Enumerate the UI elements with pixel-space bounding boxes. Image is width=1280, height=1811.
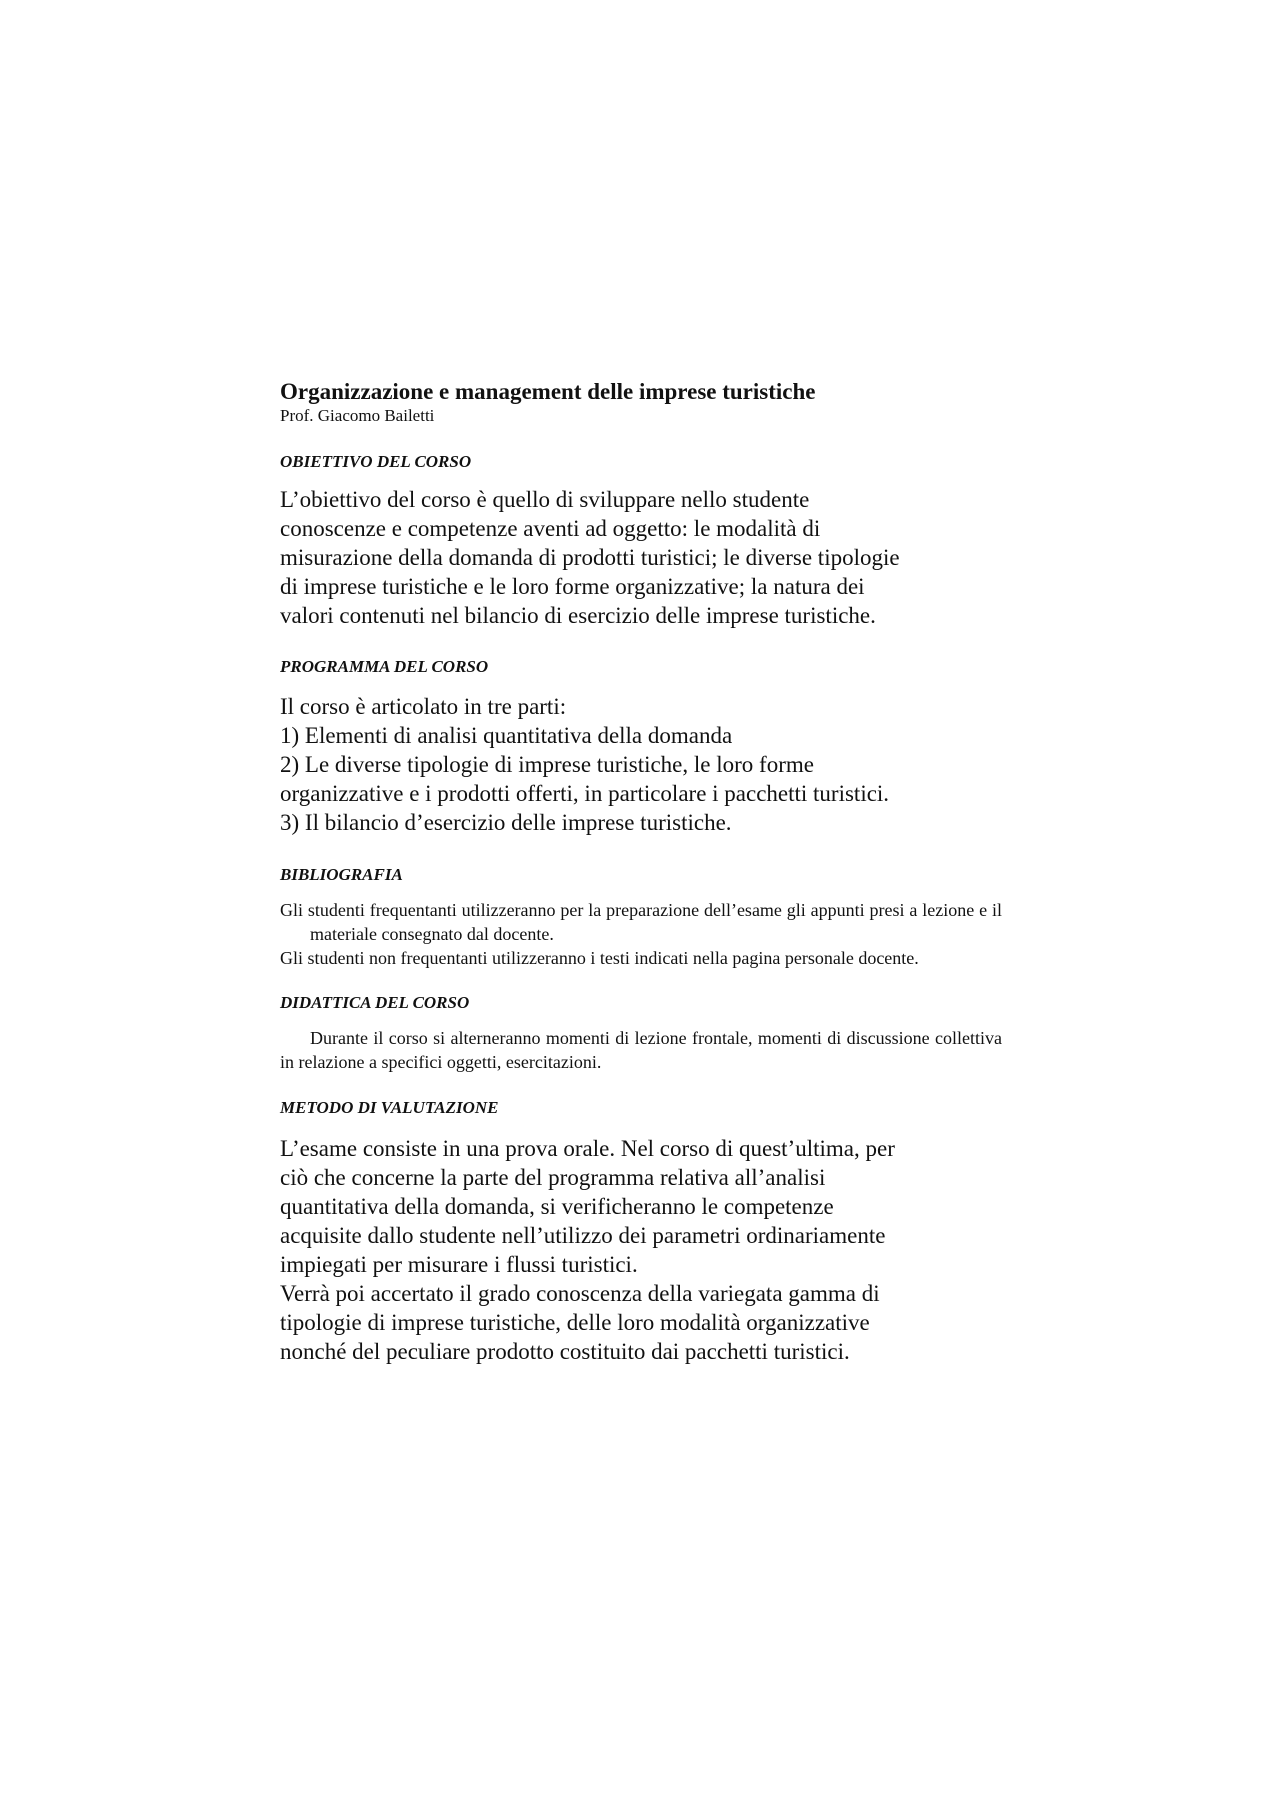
programma-line: organizzative e i prodotti offerti, in particolare i pacchetti turistici. [280,781,890,806]
programma-line: Il corso è articolato in tre parti: [280,694,567,719]
obiettivo-line: conoscenze e competenze aventi ad oggetto: le modalità di [280,516,821,541]
document-title: Organizzazione e management delle imprese turistiche [280,379,816,404]
programma-line: 1) Elementi di analisi quantitativa della domanda [280,723,733,748]
obiettivo-line: valori contenuti nel bilancio di esercizio delle imprese turistiche. [280,603,876,628]
metodo-line: Verrà poi accertato il grado conoscenza della variegata gamma di [280,1281,880,1306]
obiettivo-text [280,485,1002,630]
section-heading-obiettivo: OBIETTIVO DEL CORSO [280,452,472,471]
bibliografia-text [280,898,1002,970]
didattica-paragraph: Durante il corso si alterneranno momenti di lezione frontale, momenti di discussione collettiva in relazione a specifici oggetti, esercitazioni. [280,1028,1002,1072]
metodo-line: ciò che concerne la parte del programma relativa all’analisi [280,1165,826,1190]
metodo-line: acquisite dallo studente nell’utilizzo dei parametri ordinariamente [280,1223,886,1248]
obiettivo-line: misurazione della domanda di prodotti turistici; le diverse tipologie [280,545,900,570]
metodo-text [280,1134,1002,1366]
section-heading-didattica: DIDATTICA DEL CORSO [280,993,470,1012]
programma-line: 2) Le diverse tipologie di imprese turistiche, le loro forme [280,752,814,777]
metodo-line: L’esame consiste in una prova orale. Nel corso di quest’ultima, per [280,1136,895,1161]
programma-text [280,692,1002,837]
document-page [280,378,1002,1366]
bibliografia-paragraph: Gli studenti non frequentanti utilizzeranno i testi indicati nella pagina personale docente. [280,948,919,968]
bibliografia-paragraph: Gli studenti frequentanti utilizzeranno per la preparazione dell’esame gli appunti presi a lezione e il materiale consegnato dal docente. [280,900,1002,944]
programma-line: 3) Il bilancio d’esercizio delle imprese turistiche. [280,810,732,835]
author-name: Prof. Giacomo Bailetti [280,406,435,425]
obiettivo-line: di imprese turistiche e le loro forme organizzative; la natura dei [280,574,865,599]
obiettivo-line: L’obiettivo del corso è quello di sviluppare nello studente [280,487,810,512]
section-heading-programma: PROGRAMMA DEL CORSO [280,657,489,676]
metodo-line: nonché del peculiare prodotto costituito dai pacchetti turistici. [280,1339,850,1364]
metodo-line: impiegati per misurare i flussi turistici. [280,1252,638,1277]
section-heading-bibliografia: BIBLIOGRAFIA [280,865,403,884]
section-heading-metodo: METODO DI VALUTAZIONE [280,1098,499,1117]
metodo-line: tipologie di imprese turistiche, delle loro modalità organizzative [280,1310,870,1335]
metodo-line: quantitativa della domanda, si verificheranno le competenze [280,1194,834,1219]
